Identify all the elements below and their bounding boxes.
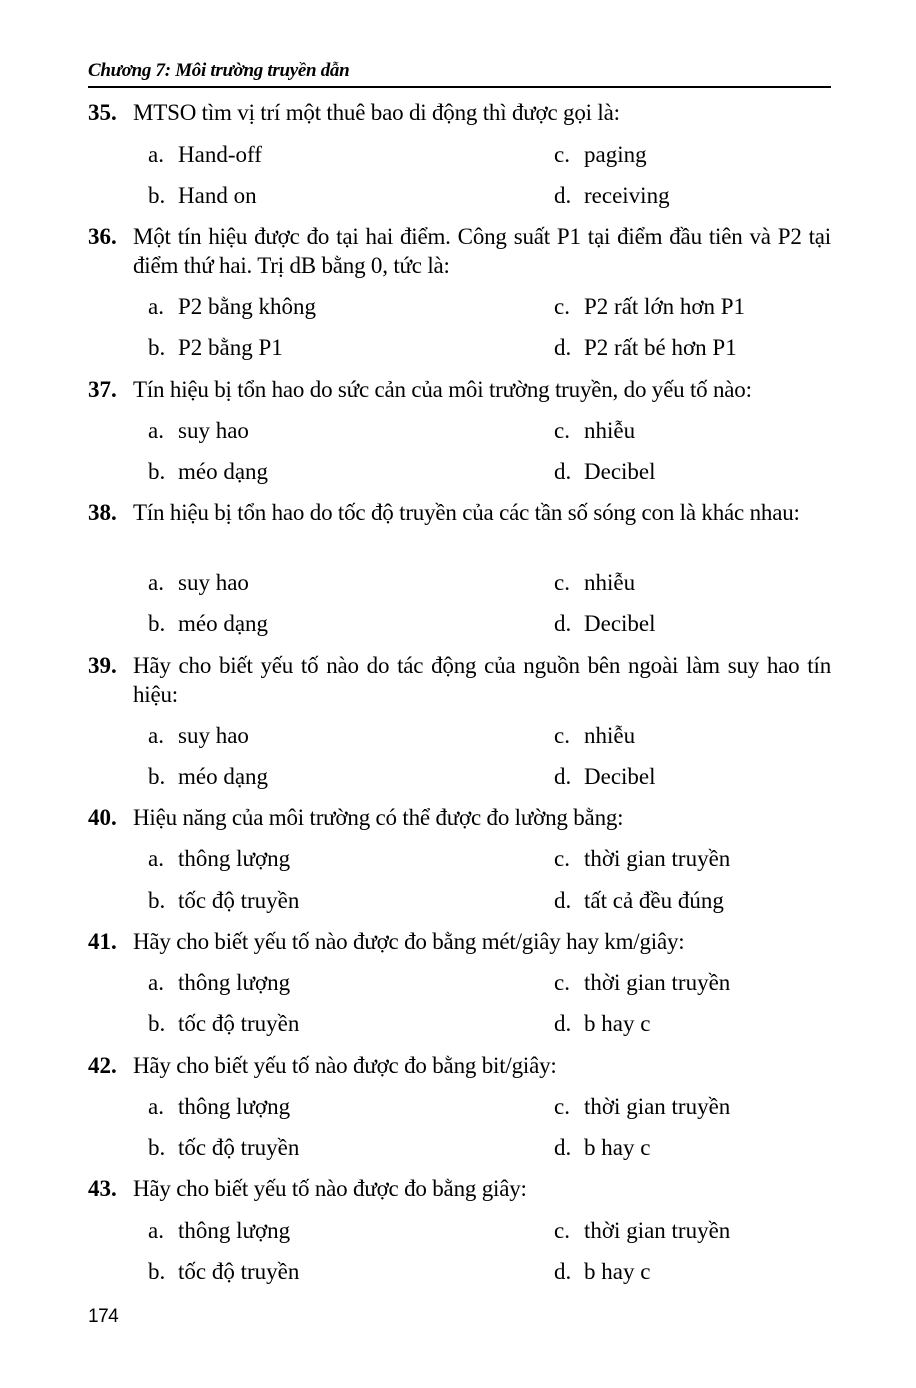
option-text: thời gian truyền — [584, 1094, 731, 1119]
option-b — [148, 1257, 299, 1286]
question-text: Hãy cho biết yếu tố nào được đo bằng bit/giây: — [133, 1053, 557, 1078]
option-text: P2 rất lớn hơn P1 — [584, 294, 746, 319]
option-label: a. — [148, 570, 164, 595]
question-text: Tín hiệu bị tổn hao do tốc độ truyền của các tần số sóng con là khác nhau: — [133, 500, 800, 525]
question-number: 40. — [88, 805, 117, 830]
option-label: d. — [554, 1259, 572, 1284]
option-label: b. — [148, 1011, 166, 1036]
option-b — [148, 1133, 299, 1162]
option-label: b. — [148, 611, 166, 636]
option-label: a. — [148, 1218, 164, 1243]
option-label: d. — [554, 1011, 572, 1036]
question-text: Hãy cho biết yếu tố nào được đo bằng mét/giây hay km/giây: — [133, 929, 685, 954]
option-c — [554, 568, 635, 597]
option-label: c. — [554, 570, 570, 595]
option-text: paging — [584, 142, 647, 167]
option-a — [148, 1216, 290, 1245]
option-text: thông lượng — [178, 846, 291, 871]
option-text: tốc độ truyền — [178, 1259, 300, 1284]
option-c — [554, 721, 635, 750]
option-text: thời gian truyền — [584, 846, 731, 871]
option-b — [148, 1009, 299, 1038]
option-a — [148, 140, 262, 169]
option-d — [554, 1009, 650, 1038]
option-d — [554, 762, 656, 791]
option-text: P2 bằng không — [178, 294, 316, 319]
option-label: a. — [148, 846, 164, 871]
option-text: tốc độ truyền — [178, 1135, 300, 1160]
option-c — [554, 140, 647, 169]
option-label: b. — [148, 335, 166, 360]
option-text: méo dạng — [178, 764, 269, 789]
question-number: 42. — [88, 1053, 117, 1078]
option-d — [554, 1133, 650, 1162]
option-text: Decibel — [584, 764, 656, 789]
question-number: 43. — [88, 1176, 117, 1201]
option-d — [554, 609, 656, 638]
option-label: a. — [148, 294, 164, 319]
option-label: d. — [554, 1135, 572, 1160]
question-41 — [88, 927, 831, 956]
option-b — [148, 333, 283, 362]
option-label: c. — [554, 846, 570, 871]
option-label: a. — [148, 1094, 164, 1119]
question-text: Một tín hiệu được đo tại hai điểm. Công suất P1 tại điểm đầu tiên và P2 tại điểm thứ hai. Trị dB bằng 0, tức là: — [133, 224, 831, 278]
option-text: thông lượng — [178, 970, 291, 995]
option-text: thông lượng — [178, 1218, 291, 1243]
question-35 — [88, 98, 831, 127]
option-label: b. — [148, 764, 166, 789]
option-text: b hay c — [584, 1135, 651, 1160]
option-label: a. — [148, 723, 164, 748]
option-text: suy hao — [178, 570, 249, 595]
question-number: 36. — [88, 224, 117, 249]
option-text: P2 bằng P1 — [178, 335, 283, 360]
option-d — [554, 457, 656, 486]
option-label: d. — [554, 888, 572, 913]
option-label: c. — [554, 1094, 570, 1119]
question-text: MTSO tìm vị trí một thuê bao di động thì được gọi là: — [133, 100, 620, 125]
chapter-header — [88, 60, 831, 88]
option-text: b hay c — [584, 1259, 651, 1284]
option-text: méo dạng — [178, 611, 269, 636]
option-label: b. — [148, 1259, 166, 1284]
option-b — [148, 762, 268, 791]
option-text: nhiễu — [584, 723, 636, 748]
option-text: P2 rất bé hơn P1 — [584, 335, 737, 360]
option-text: Hand on — [178, 183, 257, 208]
option-a — [148, 968, 290, 997]
option-text: tốc độ truyền — [178, 1011, 300, 1036]
option-label: c. — [554, 723, 570, 748]
option-c — [554, 968, 730, 997]
option-label: c. — [554, 142, 570, 167]
question-37 — [88, 375, 831, 404]
option-text: suy hao — [178, 418, 249, 443]
option-label: d. — [554, 764, 572, 789]
option-label: a. — [148, 970, 164, 995]
option-text: thông lượng — [178, 1094, 291, 1119]
option-b — [148, 457, 268, 486]
option-d — [554, 886, 724, 915]
option-a — [148, 844, 290, 873]
question-number: 38. — [88, 500, 117, 525]
page-number: 174 — [88, 1306, 119, 1327]
option-text: thời gian truyền — [584, 970, 731, 995]
option-label: c. — [554, 970, 570, 995]
question-42 — [88, 1051, 831, 1080]
option-a — [148, 568, 249, 597]
option-label: d. — [554, 611, 572, 636]
option-d — [554, 333, 737, 362]
option-a — [148, 416, 249, 445]
question-number: 41. — [88, 929, 117, 954]
question-39 — [88, 651, 831, 709]
question-number: 39. — [88, 653, 117, 678]
question-36 — [88, 222, 831, 280]
option-label: b. — [148, 183, 166, 208]
question-38 — [88, 498, 831, 527]
option-text: tốc độ truyền — [178, 888, 300, 913]
question-text: Hiệu năng của môi trường có thể được đo lường bằng: — [133, 805, 624, 830]
option-text: suy hao — [178, 723, 249, 748]
option-label: c. — [554, 418, 570, 443]
question-43 — [88, 1174, 831, 1203]
option-c — [554, 1216, 730, 1245]
option-text: Hand-off — [178, 142, 262, 167]
option-c — [554, 292, 745, 321]
option-label: b. — [148, 459, 166, 484]
option-label: c. — [554, 1218, 570, 1243]
option-c — [554, 1092, 730, 1121]
option-d — [554, 1257, 650, 1286]
question-text: Tín hiệu bị tổn hao do sức cản của môi trường truyền, do yếu tố nào: — [133, 377, 752, 402]
option-a — [148, 292, 316, 321]
option-label: c. — [554, 294, 570, 319]
chapter-title: Chương 7: Môi trường truyền dẫn — [88, 60, 350, 81]
option-b — [148, 181, 257, 210]
question-text: Hãy cho biết yếu tố nào được đo bằng giây: — [133, 1176, 527, 1201]
option-text: receiving — [584, 183, 670, 208]
question-text: Hãy cho biết yếu tố nào do tác động của nguồn bên ngoài làm suy hao tín hiệu: — [133, 653, 831, 707]
option-label: b. — [148, 1135, 166, 1160]
option-text: nhiễu — [584, 418, 636, 443]
option-a — [148, 721, 249, 750]
option-label: a. — [148, 142, 164, 167]
option-text: nhiễu — [584, 570, 636, 595]
option-label: d. — [554, 183, 572, 208]
question-number: 37. — [88, 377, 117, 402]
option-text: thời gian truyền — [584, 1218, 731, 1243]
option-text: méo dạng — [178, 459, 269, 484]
option-c — [554, 416, 635, 445]
option-label: b. — [148, 888, 166, 913]
option-label: d. — [554, 335, 572, 360]
option-a — [148, 1092, 290, 1121]
option-d — [554, 181, 670, 210]
option-b — [148, 886, 299, 915]
option-label: a. — [148, 418, 164, 443]
option-text: tất cả đều đúng — [584, 888, 724, 913]
question-40 — [88, 803, 831, 832]
option-text: Decibel — [584, 611, 656, 636]
option-label: d. — [554, 459, 572, 484]
option-c — [554, 844, 730, 873]
option-text: Decibel — [584, 459, 656, 484]
option-b — [148, 609, 268, 638]
question-number: 35. — [88, 100, 117, 125]
option-text: b hay c — [584, 1011, 651, 1036]
